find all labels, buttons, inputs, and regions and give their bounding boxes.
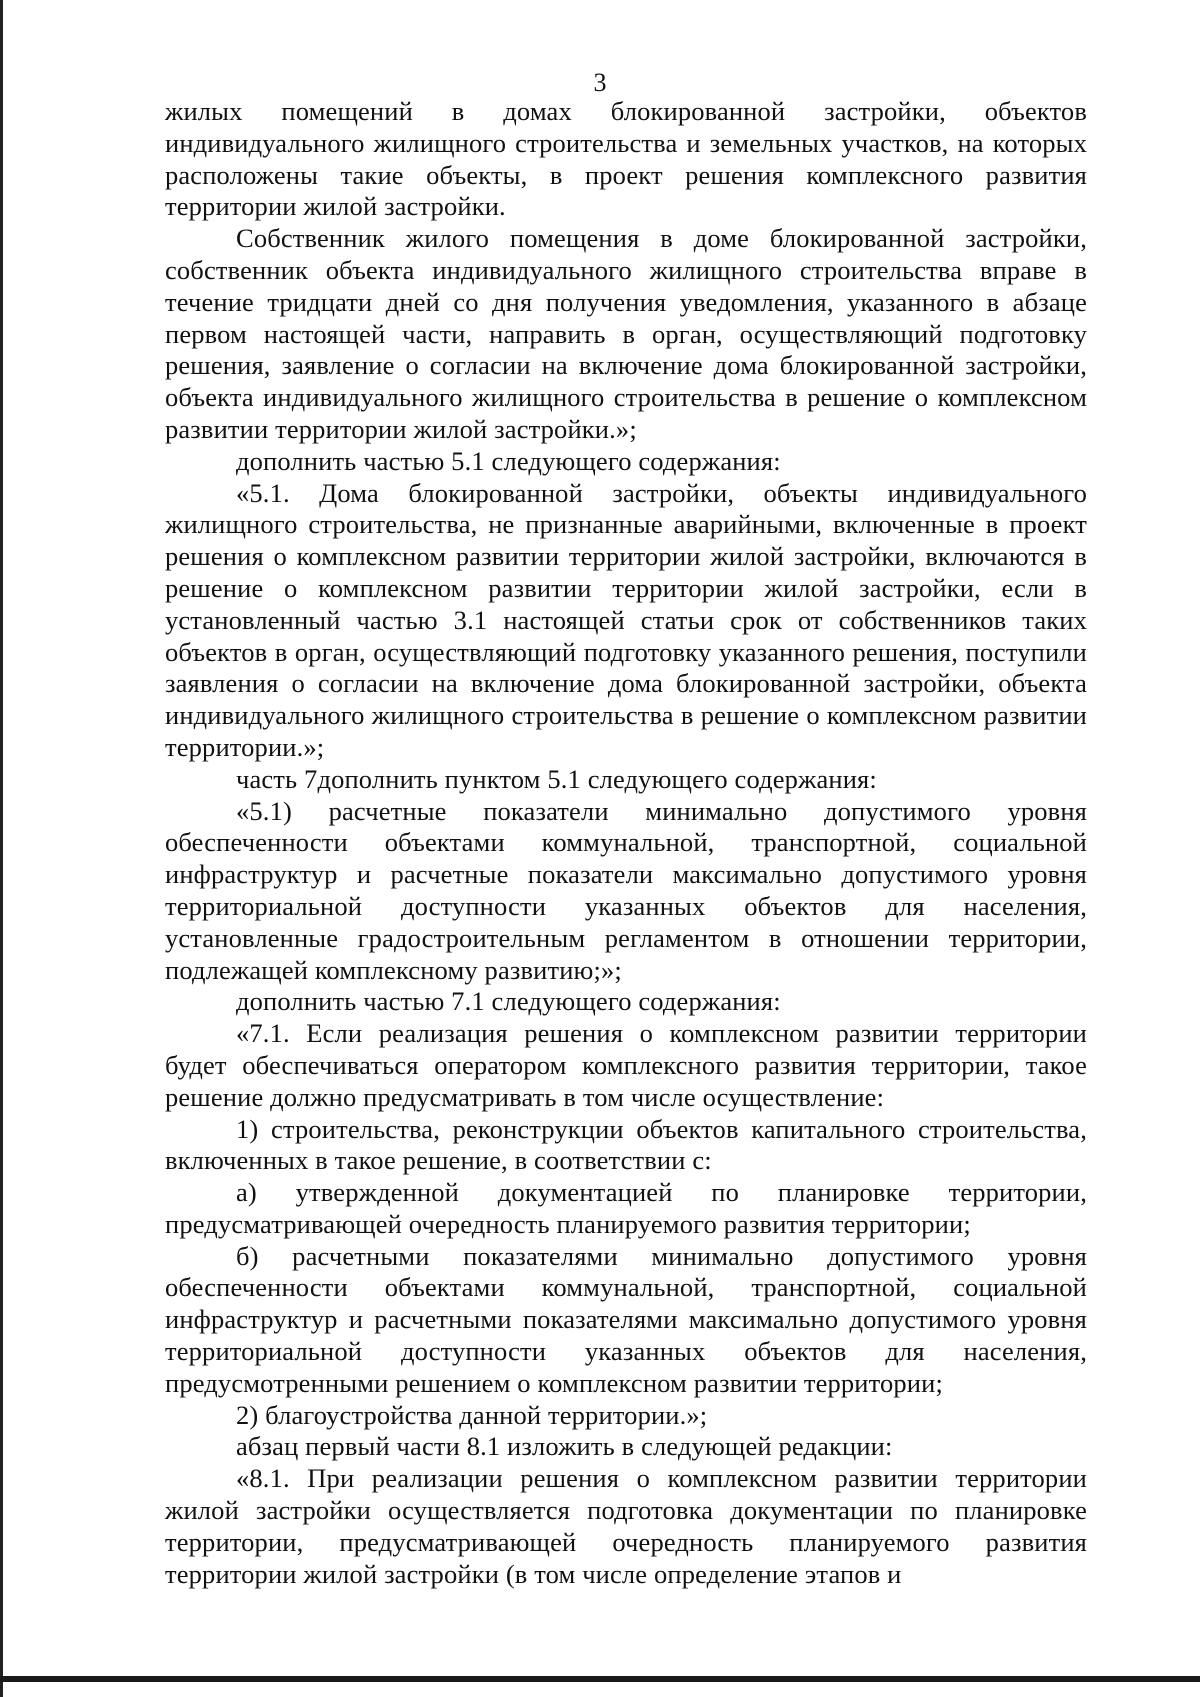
scan-edge-bottom <box>0 1676 1200 1682</box>
paragraph: а) утвержденной документацией по планировке территории, предусматривающей очередность планируемого развития территории; <box>165 1177 1087 1239</box>
paragraph: жилых помещений в домах блокированной застройки, объектов индивидуального жилищного строительства и земельных участков, на которых расположены такие объекты, в проект решения комплексного развития территории жилой застройки. <box>165 96 1087 222</box>
paragraph: абзац первый части 8.1 изложить в следующей редакции: <box>236 1431 893 1462</box>
paragraph: б) расчетными показателями минимально допустимого уровня обеспеченности объектами коммунальной, транспортной, социальной инфраструктур и расчетными показателями максимально допустимого уровня территориальной доступности указанных объектов для населения, предусмотренными решением о комплексном развитии территории; <box>165 1240 1087 1398</box>
paragraph: дополнить частью 7.1 следующего содержания: <box>236 986 781 1017</box>
paragraph: 2) благоустройства данной территории.»; <box>236 1399 708 1430</box>
document-body <box>165 96 1087 1590</box>
page-number: 3 <box>593 68 607 97</box>
paragraph: «5.1) расчетные показатели минимально допустимого уровня обеспеченности объектами коммунальной, транспортной, социальной инфраструктур и расчетные показатели максимально допустимого уровня территориальной доступности указанных объектов для населения, установленные градостроительным регламентом в отношении территории, подлежащей комплексному развитию;»; <box>165 795 1087 985</box>
paragraph: «7.1. Если реализация решения о комплексном развитии территории будет обеспечиваться оператором комплексного развития территории, такое решение должно предусматривать в том числе осуществление: <box>165 1018 1087 1112</box>
paragraph: Собственник жилого помещения в доме блокированной застройки, собственник объекта индивидуального жилищного строительства вправе в течение тридцати дней со дня получения уведомления, указанного в абзаце первом настоящей части, направить в орган, осуществляющий подготовку решения, заявление о согласии на включение дома блокированной застройки, объекта индивидуального жилищного строительства в решение о комплексном развитии территории жилой застройки.»; <box>165 223 1087 444</box>
paragraph: 1) строительства, реконструкции объектов капитального строительства, включенных в такое решение, в соответствии с: <box>165 1113 1087 1176</box>
paragraph: часть 7дополнить пунктом 5.1 следующего содержания: <box>236 763 877 794</box>
paragraph: «8.1. При реализации решения о комплексном развитии территории жилой застройки осуществляется подготовка документации по планировке территории, предусматривающей очередность планируемого развития территории жилой застройки (в том числе определение этапов и <box>165 1463 1087 1589</box>
scan-edge-left <box>0 0 3 1697</box>
paragraph: дополнить частью 5.1 следующего содержания: <box>236 445 781 476</box>
paragraph: «5.1. Дома блокированной застройки, объекты индивидуального жилищного строительства, не признанные аварийными, включенные в проект решения о комплексном развитии территории жилой застройки, включаются в решение о комплексном развитии территории жилой застройки, если в установленный частью 3.1 настоящей статьи срок от собственников таких объектов в орган, осуществляющий подготовку указанного решения, поступили заявления о согласии на включение дома блокированной застройки, объекта индивидуального жилищного строительства в решение о комплексном развитии территории.»; <box>165 477 1087 762</box>
